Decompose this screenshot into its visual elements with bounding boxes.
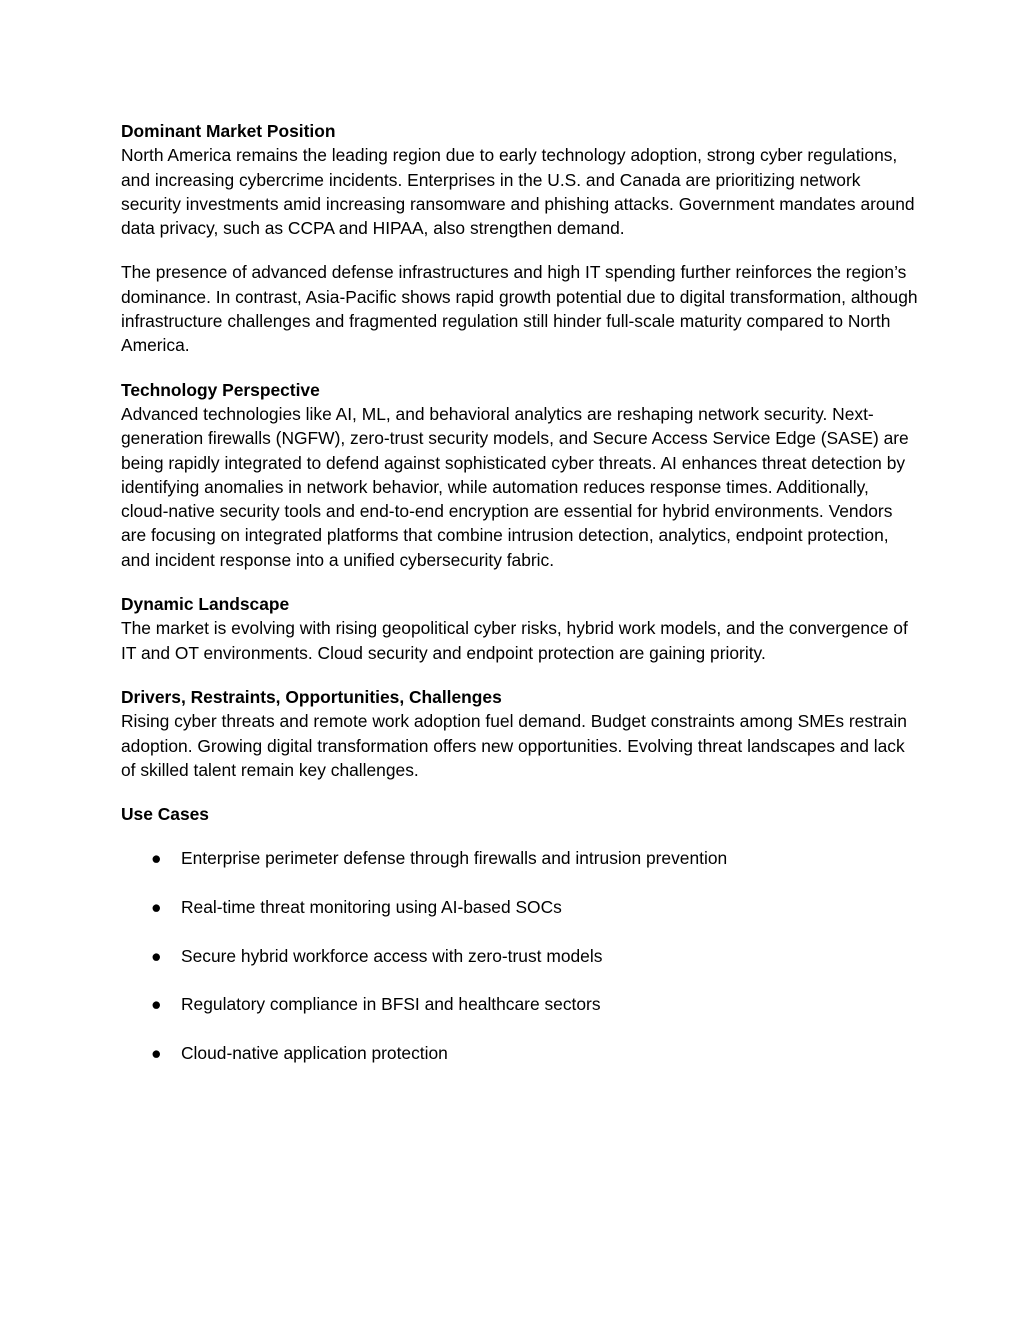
list-item-text: Real-time threat monitoring using AI-based SOCs — [181, 897, 562, 918]
use-cases-list — [121, 846, 921, 1065]
list-item — [121, 895, 921, 919]
section-heading: Dynamic Landscape — [121, 594, 290, 615]
section-heading: Use Cases — [121, 804, 209, 825]
section-paragraph: North America remains the leading region due to early technology adoption, strong cyber regulations, and increasing cybercrime incidents. Enterprises in the U.S. and Canada are prioritizing network security investments amid increasing ransomware and phishing attacks. Government mandates around data privacy, such as CCPA and HIPAA, also strengthen demand. — [121, 145, 915, 239]
section-technology-perspective — [121, 378, 921, 572]
list-item-text: Cloud-native application protection — [181, 1042, 448, 1063]
list-item — [121, 846, 921, 870]
list-item — [121, 992, 921, 1016]
list-item — [121, 1041, 921, 1065]
section-dominant-market-position — [121, 119, 921, 358]
document-page — [121, 119, 921, 1089]
bullet-icon: ● — [151, 994, 162, 1015]
list-item-text: Secure hybrid workforce access with zero-trust models — [181, 945, 603, 966]
section-heading: Dominant Market Position — [121, 121, 336, 141]
section-use-cases — [121, 802, 921, 1065]
section-paragraph: Advanced technologies like AI, ML, and behavioral analytics are reshaping network security. Next-generation firewalls (NGFW), zero-trust security models, and Secure Access Service Edge (SASE) are being rapidly integrated to defend against sophisticated cyber threats. AI enhances threat detection by identifying anomalies in network behavior, while automation reduces response times. Additionally, cloud-native security tools and end-to-end encryption are essential for hybrid environments. Vendors are focusing on integrated platforms that combine intrusion detection, analytics, endpoint protection, and incident response into a unified cybersecurity fabric. — [121, 403, 909, 570]
bullet-icon: ● — [151, 848, 162, 869]
section-heading: Drivers, Restraints, Opportunities, Challenges — [121, 686, 502, 707]
section-paragraph: The market is evolving with rising geopolitical cyber risks, hybrid work models, and the convergence of IT and OT environments. Cloud security and endpoint protection are gaining priority. — [121, 618, 908, 663]
section-paragraph: Rising cyber threats and remote work adoption fuel demand. Budget constraints among SMEs restrain adoption. Growing digital transformation offers new opportunities. Evolving threat landscapes and lack of skilled talent remain key challenges. — [121, 711, 907, 780]
section-heading: Technology Perspective — [121, 379, 320, 400]
section-paragraph: The presence of advanced defense infrastructures and high IT spending further reinforces the region’s dominance. In contrast, Asia-Pacific shows rapid growth potential due to digital transformation, although infrastructure challenges and fragmented regulation still hinder full-scale maturity compared to North America. — [121, 262, 918, 356]
bullet-icon: ● — [151, 897, 162, 918]
list-item — [121, 944, 921, 968]
bullet-icon: ● — [151, 1042, 162, 1063]
section-dynamic-landscape — [121, 592, 921, 665]
bullet-icon: ● — [151, 945, 162, 966]
section-drivers-restraints — [121, 685, 921, 782]
list-item-text: Regulatory compliance in BFSI and healthcare sectors — [181, 994, 601, 1015]
list-item-text: Enterprise perimeter defense through firewalls and intrusion prevention — [181, 848, 728, 869]
